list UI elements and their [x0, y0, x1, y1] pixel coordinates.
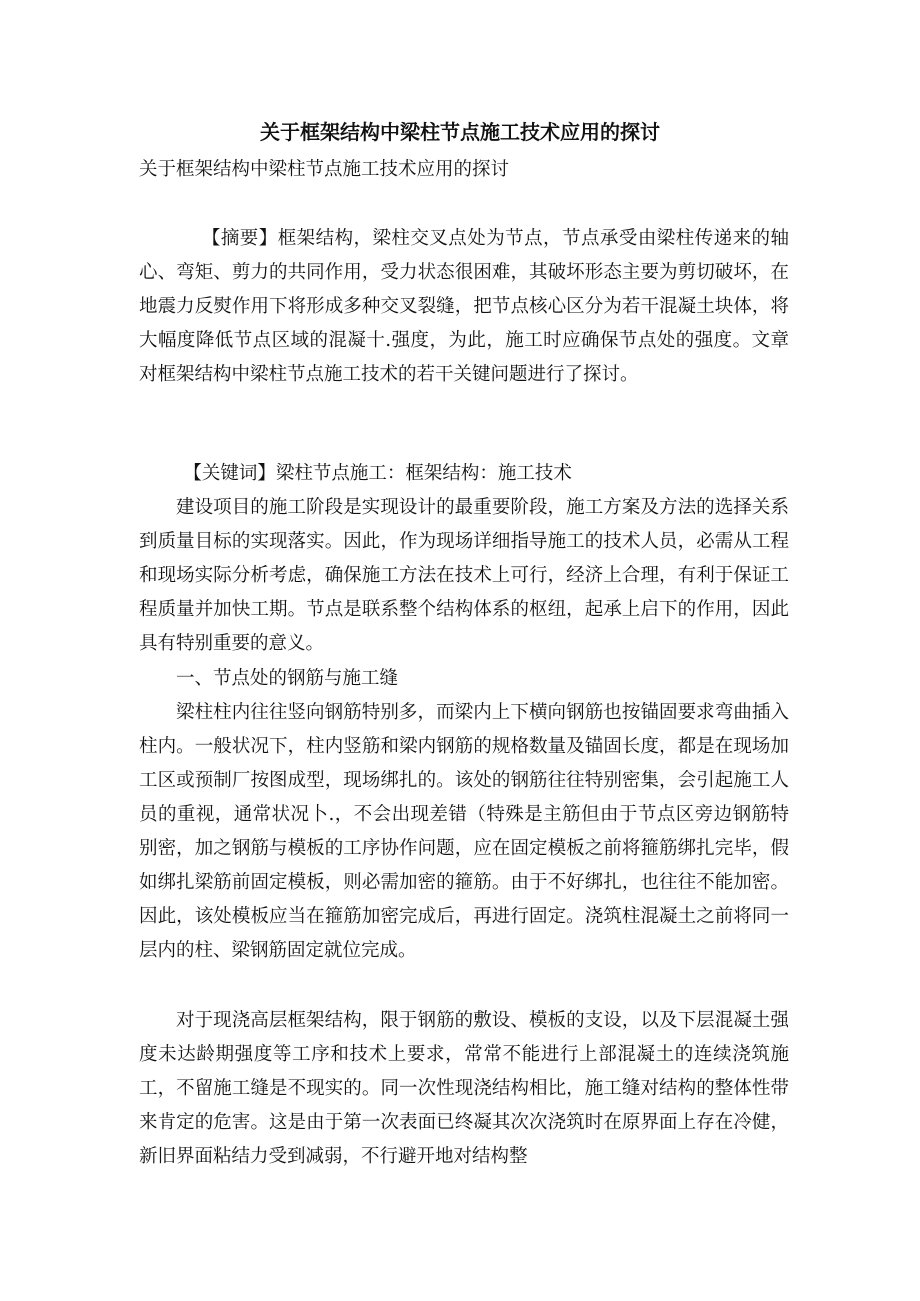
section-1-paragraph-2: 对于现浇高层框架结构，限于钢筋的敷设、模板的支设，以及下层混凝土强度未达龄期强度等工序和技术上要求，常常不能进行上部混凝土的连续浇筑施工，不留施工缝是不现实的。同一次性现浇结构相比，施工缝对结构的整体性带来肯定的危害。这是由于第一次表面已终凝其次次浇筑时在原界面上存在冷健，新旧界面粘结力受到减弱，不行避开地对结构整 [139, 1010, 789, 1167]
keywords-line: 【关键词】梁柱节点施工：框架结构：施工技术 [183, 463, 572, 484]
abstract-paragraph: 【摘要】框架结构，梁柱交叉点处为节点，节点承受由梁柱传递来的轴心、弯矩、剪力的共同作用，受力状态很困难，其破坏形态主要为剪切破坏，在地震力反熨作用下将形成多种交叉裂缝，把节点核心区分为若干混凝土块体，将大幅度降低节点区域的混凝十.强度，为此，施工时应确保节点处的强度。文章对框架结构中梁柱节点施工技术的若干关键问题进行了探讨。 [139, 228, 789, 385]
document-title: 关于框架结构中梁柱节点施工技术应用的探讨 [260, 120, 660, 144]
section-heading-1: 一、节点处的钢筋与施工缝 [176, 668, 399, 689]
intro-paragraph: 建设项目的施工阶段是实现设计的最重要阶段，施工方案及方法的选择关系到质量目标的实现落实。因此，作为现场详细指导施工的技术人员，必需从工程和现场实际分析考虑，确保施工方法在技术上可行，经济上合理，有利于保证工程质量并加快工期。节点是联系整个结构体系的枢纽，起承上启下的作用，因此具有特别重要的意义。 [139, 497, 789, 654]
section-1-paragraph-1: 梁柱柱内往往竖向钢筋特别多，而梁内上下横向钢筋也按锚固要求弯曲插入柱内。一般状况下，柱内竖筋和梁内钢筋的规格数量及锚固长度，都是在现场加工区或预制厂按图成型，现场绑扎的。该处的钢筋往往特别密集，会引起施工人员的重视，通常状况卜.，不会出现差错（特殊是主筋但由于节点区旁边钢筋特别密，加之钢筋与模板的工序协作问题，应在固定模板之前将箍筋绑扎完毕，假如绑扎梁筋前固定模板，则必需加密的箍筋。由于不好绑扎，也往往不能加密。因此，该处模板应当在箍筋加密完成后，再进行固定。浇筑柱混凝土之前将同一层内的柱、梁钢筋固定就位完成。 [139, 702, 789, 961]
document-subtitle: 关于框架结构中梁柱节点施工技术应用的探讨 [139, 159, 510, 180]
